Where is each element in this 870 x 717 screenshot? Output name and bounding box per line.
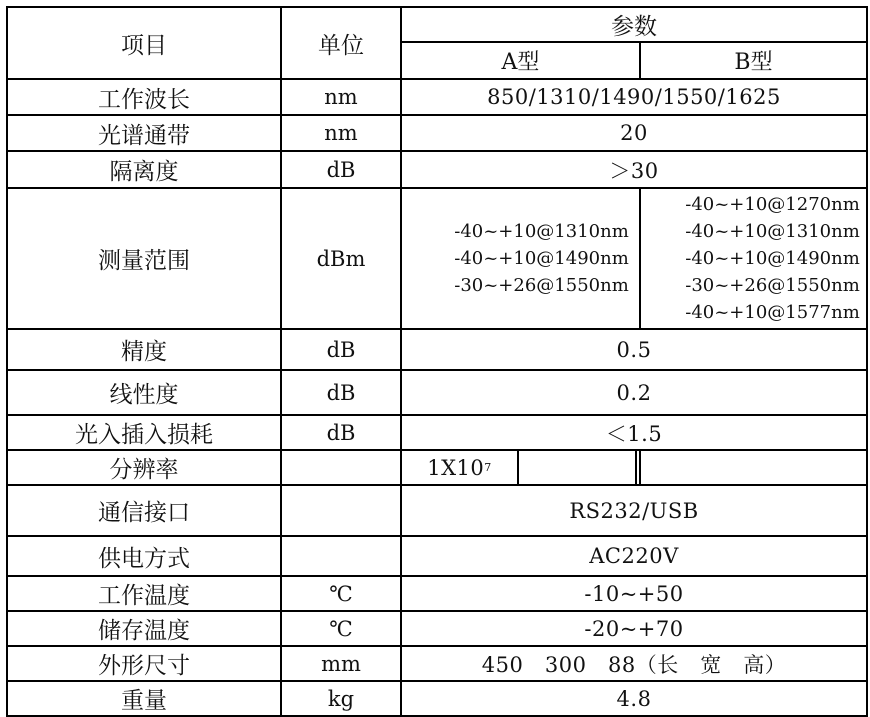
table-row — [7, 79, 867, 115]
table-row — [7, 536, 867, 576]
table-row — [7, 576, 867, 611]
table-row — [7, 151, 867, 188]
row-value: 4.8 — [401, 681, 867, 716]
row-name: 重量 — [7, 681, 281, 716]
row-unit: dBm — [281, 188, 401, 329]
row-name: 工作波长 — [7, 79, 281, 115]
header-params: 参数 — [401, 7, 867, 42]
range-b-line: -40~+10@1310nm — [685, 221, 860, 242]
table-row — [7, 485, 867, 536]
header-unit: 单位 — [281, 7, 401, 79]
row-value: 0.2 — [401, 370, 867, 415]
row-name: 线性度 — [7, 370, 281, 415]
row-unit: nm — [281, 79, 401, 115]
table-row — [7, 646, 867, 681]
row-name: 工作温度 — [7, 576, 281, 611]
row-value: ＜1.5 — [401, 415, 867, 450]
row-name: 外形尺寸 — [7, 646, 281, 681]
row-value: AC220V — [401, 536, 867, 576]
row-value: RS232/USB — [401, 485, 867, 536]
resolution-base: 1X10 — [427, 455, 485, 480]
resolution-a-cell — [401, 450, 640, 485]
header-type-a: A型 — [401, 42, 640, 79]
row-unit: ℃ — [281, 611, 401, 646]
range-b-line: -40~+10@1270nm — [685, 194, 860, 215]
range-b-line: -40~+10@1577nm — [685, 302, 860, 323]
range-a-line: -30~+26@1550nm — [454, 275, 629, 296]
resolution-b-cell — [640, 450, 867, 485]
row-unit: dB — [281, 415, 401, 450]
resolution-value — [402, 451, 519, 484]
spec-table-frame — [6, 6, 866, 714]
header-item: 项目 — [7, 7, 281, 79]
row-name: 隔离度 — [7, 151, 281, 188]
range-b-line: -40~+10@1490nm — [685, 248, 860, 269]
row-name: 测量范围 — [7, 188, 281, 329]
row-value: ＞30 — [401, 151, 867, 188]
row-value: 450 300 88（长 宽 高） — [401, 646, 867, 681]
row-unit: nm — [281, 115, 401, 151]
row-name: 分辨率 — [7, 450, 281, 485]
row-value: 850/1310/1490/1550/1625 — [401, 79, 867, 115]
row-value: -10~+50 — [401, 576, 867, 611]
table-row — [7, 329, 867, 370]
table-row — [7, 188, 867, 329]
row-name: 供电方式 — [7, 536, 281, 576]
row-name: 储存温度 — [7, 611, 281, 646]
row-value: -20~+70 — [401, 611, 867, 646]
row-unit: mm — [281, 646, 401, 681]
table-row — [7, 450, 867, 485]
row-unit — [281, 536, 401, 576]
table-row — [7, 370, 867, 415]
row-name: 精度 — [7, 329, 281, 370]
table-row — [7, 415, 867, 450]
row-unit: dB — [281, 329, 401, 370]
row-unit — [281, 450, 401, 485]
table-row — [7, 115, 867, 151]
row-unit: dB — [281, 151, 401, 188]
resolution-empty-cell — [519, 451, 637, 484]
row-name: 光入插入损耗 — [7, 415, 281, 450]
row-unit — [281, 485, 401, 536]
row-value: 20 — [401, 115, 867, 151]
row-name: 光谱通带 — [7, 115, 281, 151]
table-row — [7, 611, 867, 646]
spec-table — [6, 6, 868, 717]
range-b-cell — [640, 188, 867, 329]
row-value: 0.5 — [401, 329, 867, 370]
range-a-cell — [401, 188, 640, 329]
row-unit: dB — [281, 370, 401, 415]
header-row — [7, 7, 867, 42]
row-unit: kg — [281, 681, 401, 716]
resolution-exponent: 7 — [484, 461, 492, 474]
row-unit: ℃ — [281, 576, 401, 611]
range-a-line: -40~+10@1490nm — [454, 248, 629, 269]
range-b-line: -30~+26@1550nm — [685, 275, 860, 296]
range-a-line: -40~+10@1310nm — [454, 221, 629, 242]
row-name: 通信接口 — [7, 485, 281, 536]
header-type-b: B型 — [640, 42, 867, 79]
